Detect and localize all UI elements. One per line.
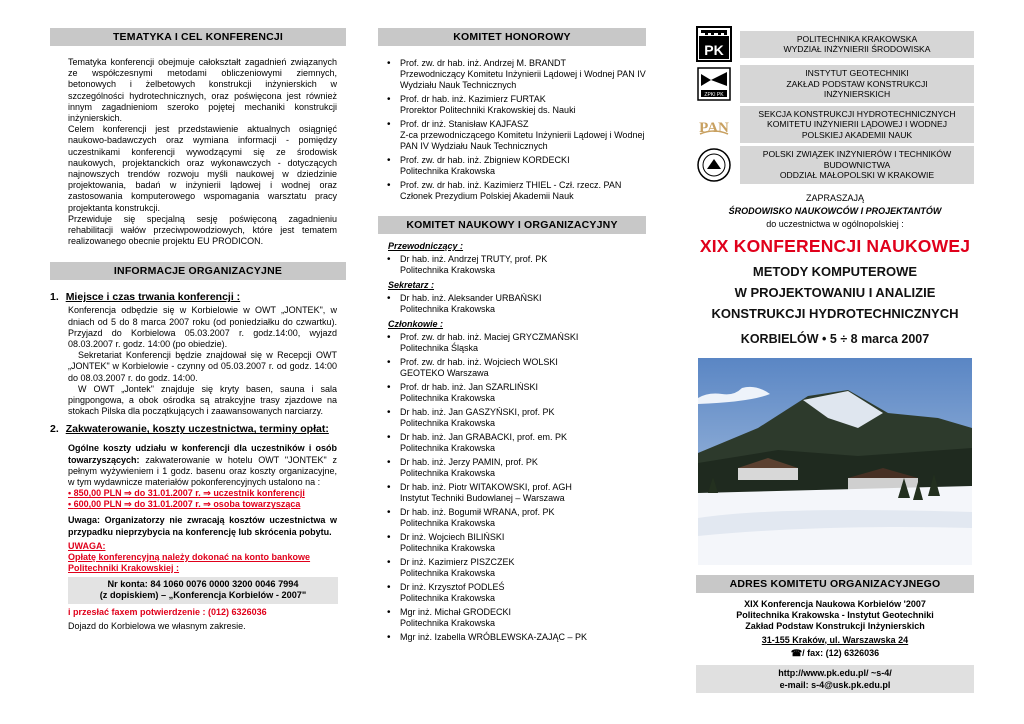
person-affiliation: Politechnika Krakowska <box>400 393 496 403</box>
website-link[interactable]: http://www.pk.edu.pl/ ~s-4/ <box>778 667 892 678</box>
institution-line: ODDZIAŁ MAŁOPOLSKI W KRAKOWIE <box>779 170 935 180</box>
person-affiliation: Politechnika Krakowska <box>400 568 496 578</box>
subtitle-1: METODY KOMPUTEROWE <box>752 263 918 279</box>
members-label: Członkowie : <box>388 319 444 329</box>
fees-text: Ogólne koszty udziału w konferencji dla uczestników i osób towarzyszących: zakwaterowanie w hotelu OWT "JONTEK" z pełnym wyżywieniem i 1 godz. basenu oraz koszty organizacyjne, w tym wydawnicze materiałów pokonferencyjnych ustalono na : <box>68 443 337 488</box>
person-name: • Prof. zw. dr hab. inż. Wojciech WOLSKI <box>400 357 558 367</box>
institution-line: POLITECHNIKA KRAKOWSKA <box>796 33 918 44</box>
person-item <box>378 382 646 404</box>
person-name: • Dr hab. inż. Jan GASZYŃSKI, prof. PK <box>400 407 555 417</box>
column-committees <box>378 0 646 646</box>
address-block: XIX Konferencja Naukowa Korbielów '2007 Politechnika Krakowska - Instytut Geotechniki Zakład Podstaw Konstrukcji Inżynierskich 31-155 Kraków, ul. Warszawska 24 ☎/ fax: (12) 6326036 <box>696 599 974 659</box>
warning: UWAGA: Opłatę konferencyjną należy dokonać na konto bankowe Politechniki Krakowskiej : <box>68 540 311 573</box>
zpki-logo-icon <box>696 66 732 102</box>
person-affiliation: Politechnika Krakowska <box>400 166 496 176</box>
inst-pan-box <box>740 106 974 144</box>
person-item <box>378 332 646 354</box>
person-item <box>378 58 646 91</box>
person-affiliation: Politechnika Krakowska <box>400 593 496 603</box>
s1-paragraph-1: Konferencja odbędzie się w Korbielowie w OWT „JONTEK", w dniach od 5 do 8 marca 2007 roku (od poniedziałku do czwartku). Przyjazd do Korbielowa 05.03.2007 r. godz.14:00, wyjazd 08.03.2007 r. godz. 14:00 (po obiedzie). <box>68 305 337 350</box>
person-affiliation: Przewodniczący Komitetu Inżynierii Lądowej i Wodnej PAN IV Wydziału Nauk Technicznych <box>400 69 646 90</box>
person-affiliation: Politechnika Śląska <box>400 343 479 353</box>
inst-geotech-box <box>740 65 974 103</box>
person-item <box>378 457 646 479</box>
honor-list <box>378 58 646 202</box>
fax-confirmation: i przesłać faxem potwierdzenie : (012) 6326036 <box>68 606 267 617</box>
institution-geotech <box>696 65 974 103</box>
pan-logo-text: PAN <box>699 120 729 137</box>
fee-list <box>50 488 346 510</box>
person-affiliation: Politechnika Krakowska <box>400 418 496 428</box>
person-name: • Dr hab. inż. Jan GRABACKI, prof. em. PK <box>400 432 568 442</box>
topic-text <box>50 57 346 247</box>
phone-fax: ☎/ fax: (12) 6326036 <box>790 647 880 658</box>
person-name: • Prof. dr hab. inż. Kazimierz FURTAK <box>400 94 546 104</box>
person-name: • Prof. zw. dr hab. inż. Zbigniew KORDECKI <box>400 155 570 165</box>
person-item <box>378 254 646 276</box>
chair-label: Przewodniczący : <box>388 241 464 251</box>
person-name: • Dr hab. inż. Piotr WITAKOWSKI, prof. AGH <box>400 482 572 492</box>
person-name: • Prof. zw. dr hab. inż. Maciej GRYCZMAŃSKI <box>400 332 579 342</box>
person-item <box>378 507 646 529</box>
zpki-logo-text: ZPKI PK <box>704 91 724 98</box>
person-affiliation: Z-ca przewodniczącego Komitetu Inżynierii Lądowej i Wodnej PAN IV Wydziału Nauk Technicznych <box>400 130 645 151</box>
pk-logo-text: PK <box>704 42 724 58</box>
person-affiliation: Politechnika Krakowska <box>400 443 496 453</box>
column-topic <box>50 0 346 631</box>
contact-box <box>696 665 974 693</box>
topic-paragraph-1: Tematyka konferencji obejmuje całokształt zagadnień związanych ze współczesnymi metodami obliczeniowymi ziemnych, betonowych i żelbetowych konstrukcji inżynierskich w szczególności hydrotechnicznych, oraz poświęcona jest również innym zagadnieniom szeroko pojętej mechaniki konstrukcji inżynierskich. <box>68 57 337 124</box>
secretary-list <box>378 293 646 315</box>
winter-landscape-photo <box>698 358 972 565</box>
person-name: • Prof. dr inż. Stanisław KAJFASZ <box>400 119 529 129</box>
person-affiliation: Politechnika Krakowska <box>400 543 496 553</box>
person-name: • Mgr inż. Izabella WRÓBLEWSKA-ZAJĄC – PK <box>400 632 588 642</box>
org-header: INFORMACJE ORGANIZACYJNE <box>50 262 346 280</box>
section-1-title: 1. Miejsce i czas trwania konferencji : <box>50 291 241 304</box>
address-header: ADRES KOMITETU ORGANIZACYJNEGO <box>696 575 974 593</box>
person-name: • Dr inż. Kazimierz PISZCZEK <box>400 557 515 567</box>
person-item <box>378 557 646 579</box>
fee-participant: • 850,00 PLN ⇒ do 31.01.2007 r. ⇒ uczestnik konferencji <box>68 488 305 499</box>
honor-header: KOMITET HONOROWY <box>378 28 646 46</box>
institution-line: INŻYNIERSKICH <box>823 89 891 99</box>
person-name: • Prof. dr hab. inż. Jan SZARLIŃSKI <box>400 382 539 392</box>
person-name: • Prof. zw. dr hab. inż. Andrzej M. BRANDT <box>400 58 567 68</box>
person-item <box>378 357 646 379</box>
column-invitation <box>696 0 974 693</box>
person-item <box>378 293 646 315</box>
person-item <box>378 119 646 152</box>
person-item <box>378 180 646 202</box>
chair-list <box>378 254 646 276</box>
s1-paragraph-2: Sekretariat Konferencji będzie znajdował się w Recepcji OWT „JONTEK" w Korbielowie - czynny od 05.03.2007 r. od godz. 14:00 do 08.03.2007 r. do godz. 14:00. <box>68 350 337 383</box>
s1-paragraph-3: W OWT „Jontek" znajduje się kryty basen, sauna i sala pingpongowa, a obok ośrodka są atrakcyjne trasy zjazdowe na stokach Pilska dla początkujących i zaawansowanych narciarzy. <box>68 383 337 417</box>
person-affiliation: Politechnika Krakowska <box>400 304 496 314</box>
person-name: • Dr hab. inż. Aleksander URBAŃSKI <box>400 293 542 303</box>
person-affiliation: Politechnika Krakowska <box>400 518 496 528</box>
inst-pk-box <box>740 31 974 58</box>
person-item <box>378 607 646 629</box>
invite-line-1: ZAPRASZAJĄ <box>805 192 864 203</box>
person-name: • Prof. zw. dr hab. inż. Kazimierz THIEL - Czł. rzecz. PAN <box>400 180 622 190</box>
person-item <box>378 632 646 643</box>
institution-line: WYDZIAŁ INŻYNIERII ŚRODOWISKA <box>783 44 931 54</box>
pk-logo-icon <box>696 26 732 62</box>
invite-line-3: do uczestnictwa w ogólnopolskiej : <box>766 218 904 229</box>
person-item <box>378 407 646 429</box>
section-2-title: 2. Zakwaterowanie, koszty uczestnictwa, terminy opłat: <box>50 423 329 436</box>
section-1-text <box>50 305 346 417</box>
topic-paragraph-2: Celem konferencji jest przedstawienie aktualnych osiągnięć naukowo-badawczych oraz wymiana informacji - pomiędzy uczestnikami konferencji wywodzącymi się ze środowisk naukowych, projektanckich oraz wykonawczych - dotyczących najnowszych trendów rozwoju myśli naukowej w dziedzinie projektowania, badań w inżynierii lądowej i wodnej oraz zastosowania komputerowego wspomagania warsztatu pracy projektanta konstrukcji. <box>68 124 337 213</box>
bank-account-box: Nr konta: 84 1060 0076 0000 3200 0046 7994 (z dopiskiem) – „Konferencja Korbielów - 2007" <box>68 577 338 604</box>
person-name: • Dr hab. inż. Jerzy PAMIN, prof. PK <box>400 457 538 467</box>
person-affiliation: Członek Prezydium Polskiej Akademii Nauk <box>400 191 574 201</box>
person-affiliation: GEOTEKO Warszawa <box>400 368 489 378</box>
person-item <box>378 582 646 604</box>
topic-header: TEMATYKA I CEL KONFERENCJI <box>50 28 346 46</box>
sci-header: KOMITET NAUKOWY I ORGANIZACYJNY <box>378 216 646 234</box>
refund-note: Uwaga: Organizatorzy nie zwracają kosztów uczestnictwa w przypadku nieprzybycia na konferencję lub skrócenia pobytu. <box>68 515 337 537</box>
institution-line: KOMITETU INŻYNIERII LĄDOWEJ I WODNEJ <box>767 119 947 129</box>
conference-title: XIX KONFERENCJI NAUKOWEJ <box>699 235 971 256</box>
own-travel-note: Dojazd do Korbielowa we własnym zakresie. <box>68 620 246 631</box>
fee-companion: • 600,00 PLN ⇒ do 31.01.2007 r. ⇒ osoba towarzysząca <box>68 499 301 510</box>
person-name: • Mgr inż. Michał GRODECKI <box>400 607 512 617</box>
person-affiliation: Politechnika Krakowska <box>400 468 496 478</box>
institution-line: BUDOWNICTWA <box>823 159 891 170</box>
invite-line-2: ŚRODOWISKO NAUKOWCÓW I PROJEKTANTÓW <box>728 205 942 216</box>
members-list <box>378 332 646 643</box>
date-place: KORBIELÓW • 5 ÷ 8 marca 2007 <box>740 331 930 346</box>
person-name: • Dr hab. inż. Bogumił WRANA, prof. PK <box>400 507 555 517</box>
person-affiliation: Prorektor Politechniki Krakowskiej ds. Nauki <box>400 105 576 115</box>
institution-line: POLSKIEJ AKADEMII NAUK <box>801 129 913 140</box>
street-address: 31-155 Kraków, ul. Warszawska 24 <box>761 634 909 645</box>
person-item <box>378 482 646 504</box>
topic-paragraph-3: Przewiduje się specjalną sesję poświęconą zagadnieniu rehabilitacji wałów przeciwpowodziowych, które jest tematem realizowanego obecnie projektu EU PRODICON. <box>68 213 337 247</box>
pzitb-logo-icon <box>696 147 732 183</box>
person-affiliation: Instytut Techniki Budowlanej – Warszawa <box>400 493 565 503</box>
person-name: • Dr inż. Krzysztof PODLEŚ <box>400 582 505 592</box>
person-item <box>378 532 646 554</box>
email-link[interactable]: e-mail: s-4@usk.pk.edu.pl <box>779 679 891 690</box>
institution-line: INSTYTUT GEOTECHNIKI <box>805 68 909 78</box>
person-item <box>378 432 646 454</box>
person-affiliation: Politechnika Krakowska <box>400 265 496 275</box>
person-item <box>378 94 646 116</box>
subtitle-3: KONSTRUKCJI HYDROTECHNICZNYCH <box>711 305 959 321</box>
institution-line: SEKCJA KONSTRUKCJI HYDROTECHNICZNYCH <box>758 108 956 119</box>
institution-pzitb <box>696 146 974 184</box>
institution-pk <box>696 26 974 62</box>
institution-pan <box>696 106 974 144</box>
institution-line: ZAKŁAD PODSTAW KONSTRUKCJI <box>786 78 928 89</box>
person-name: • Dr inż. Wojciech BILIŃSKI <box>400 532 505 542</box>
person-item <box>378 155 646 177</box>
inst-pzitb-box <box>740 146 974 184</box>
secretary-label: Sekretarz : <box>388 280 435 290</box>
person-affiliation: Politechnika Krakowska <box>400 618 496 628</box>
person-name: • Dr hab. inż. Andrzej TRUTY, prof. PK <box>400 254 548 264</box>
institution-line: POLSKI ZWIĄZEK INŻYNIERÓW I TECHNIKÓW <box>762 149 952 159</box>
subtitle-2: W PROJEKTOWANIU I ANALIZIE <box>734 284 936 300</box>
pan-logo-icon <box>696 106 732 142</box>
